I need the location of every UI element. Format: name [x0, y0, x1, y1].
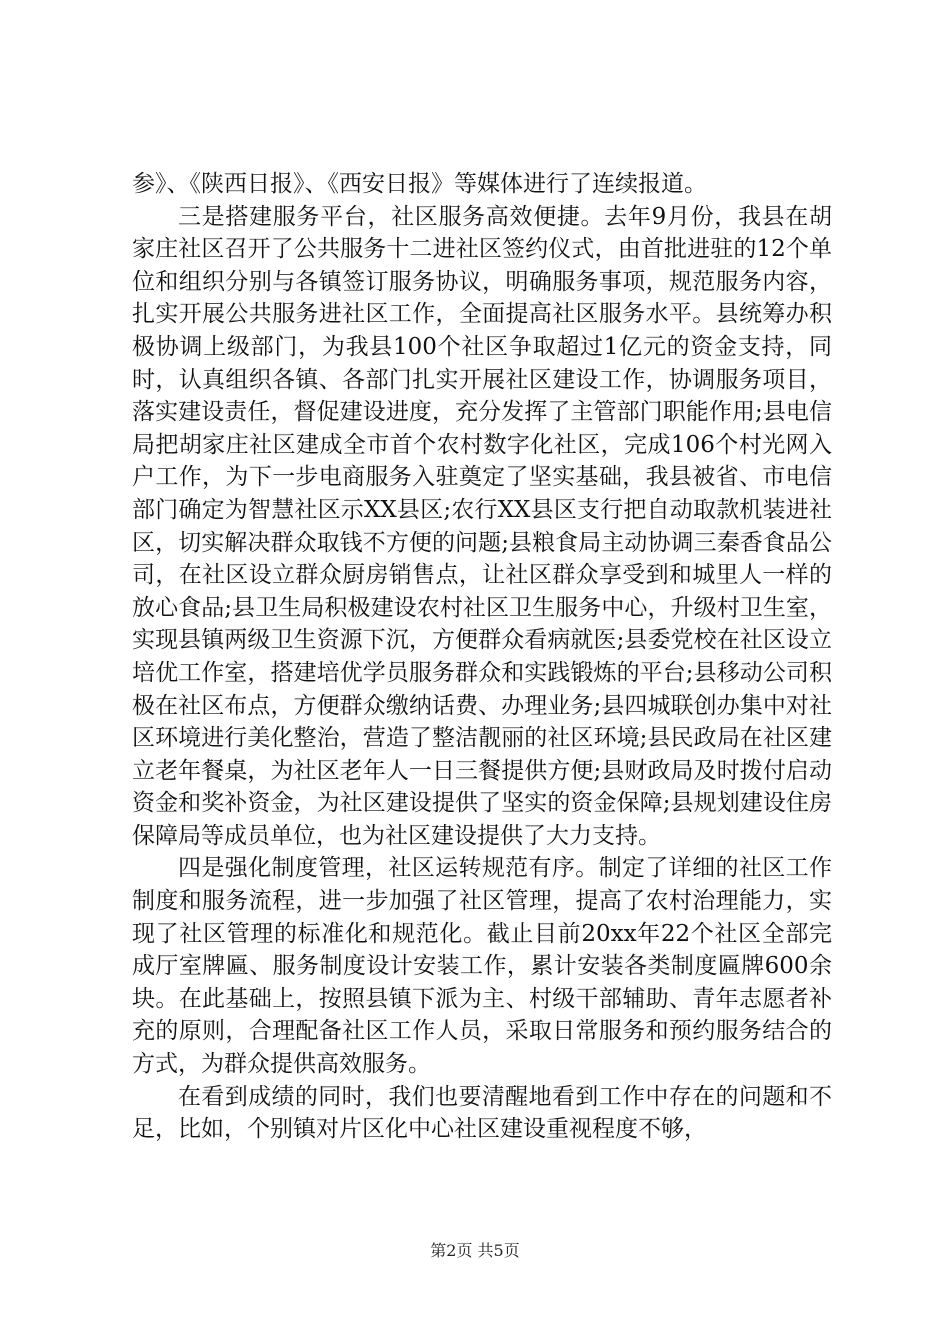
paragraph-problems: 在看到成绩的同时，我们也要清醒地看到工作中存在的问题和不足，比如，个别镇对片区化中心社区建设重视程度不够， [132, 1083, 832, 1143]
paragraph-system-management: 四是强化制度管理，社区运转规范有序。制定了详细的社区工作制度和服务流程，进一步加强了社区管理，提高了农村治理能力，实现了社区管理的标准化和规范化。截止目前20xx年22个社区全部完成厅室牌匾、服务制度设计安装工作，累计安装各类制度匾牌600余块。在此基础上，按照县镇下派为主、村级干部辅助、青年志愿者补充的原则，合理配备社区工作人员，采取日常服务和预约服务结合的方式，为群众提供高效服务。 [132, 855, 832, 1078]
paragraph-service-platform: 三是搭建服务平台，社区服务高效便捷。去年9月份，我县在胡家庄社区召开了公共服务十二进社区签约仪式，由首批进驻的12个单位和组织分别与各镇签订服务协议，明确服务事项，规范服务内容，扎实开展公共服务进社区工作，全面提高社区服务水平。县统筹办积极协调上级部门，为我县100个社区争取超过1亿元的资金支持，同时，认真组织各镇、各部门扎实开展社区建设工作，协调服务项目，落实建设责任，督促建设进度，充分发挥了主管部门职能作用;县电信局把胡家庄社区建成全市首个农村数字化社区，完成106个村光网入户工作，为下一步电商服务入驻奠定了坚实基础，我县被省、市电信部门确定为智慧社区示XX县区;农行XX县区支行把自动取款机装进社区，切实解决群众取钱不方便的问题;县粮食局主动协调三秦香食品公司，在社区设立群众厨房销售点，让社区群众享受到和城里人一样的放心食品;县卫生局积极建设农村社区卫生服务中心，升级村卫生室，实现县镇两级卫生资源下沉，方便群众看病就医;县委党校在社区设立培优工作室，搭建培优学员服务群众和实践锻炼的平台;县移动公司积极在社区布点，方便群众缴纳话费、办理业务;县四城联创办集中对社区环境进行美化整治，营造了整洁靓丽的社区环境;县民政局在社区建立老年餐桌，为社区老年人一日三餐提供方便;县财政局及时拨付启动资金和奖补资金，为社区建设提供了坚实的资金保障;县规划建设住房保障局等成员单位，也为社区建设提供了大力支持。 [132, 203, 832, 849]
page-number-footer: 第2页 共5页 [430, 1241, 520, 1260]
document-body [132, 168, 832, 1146]
paragraph-continuation: 参》、《陕西日报》、《西安日报》等媒体进行了连续报道。 [132, 171, 707, 197]
